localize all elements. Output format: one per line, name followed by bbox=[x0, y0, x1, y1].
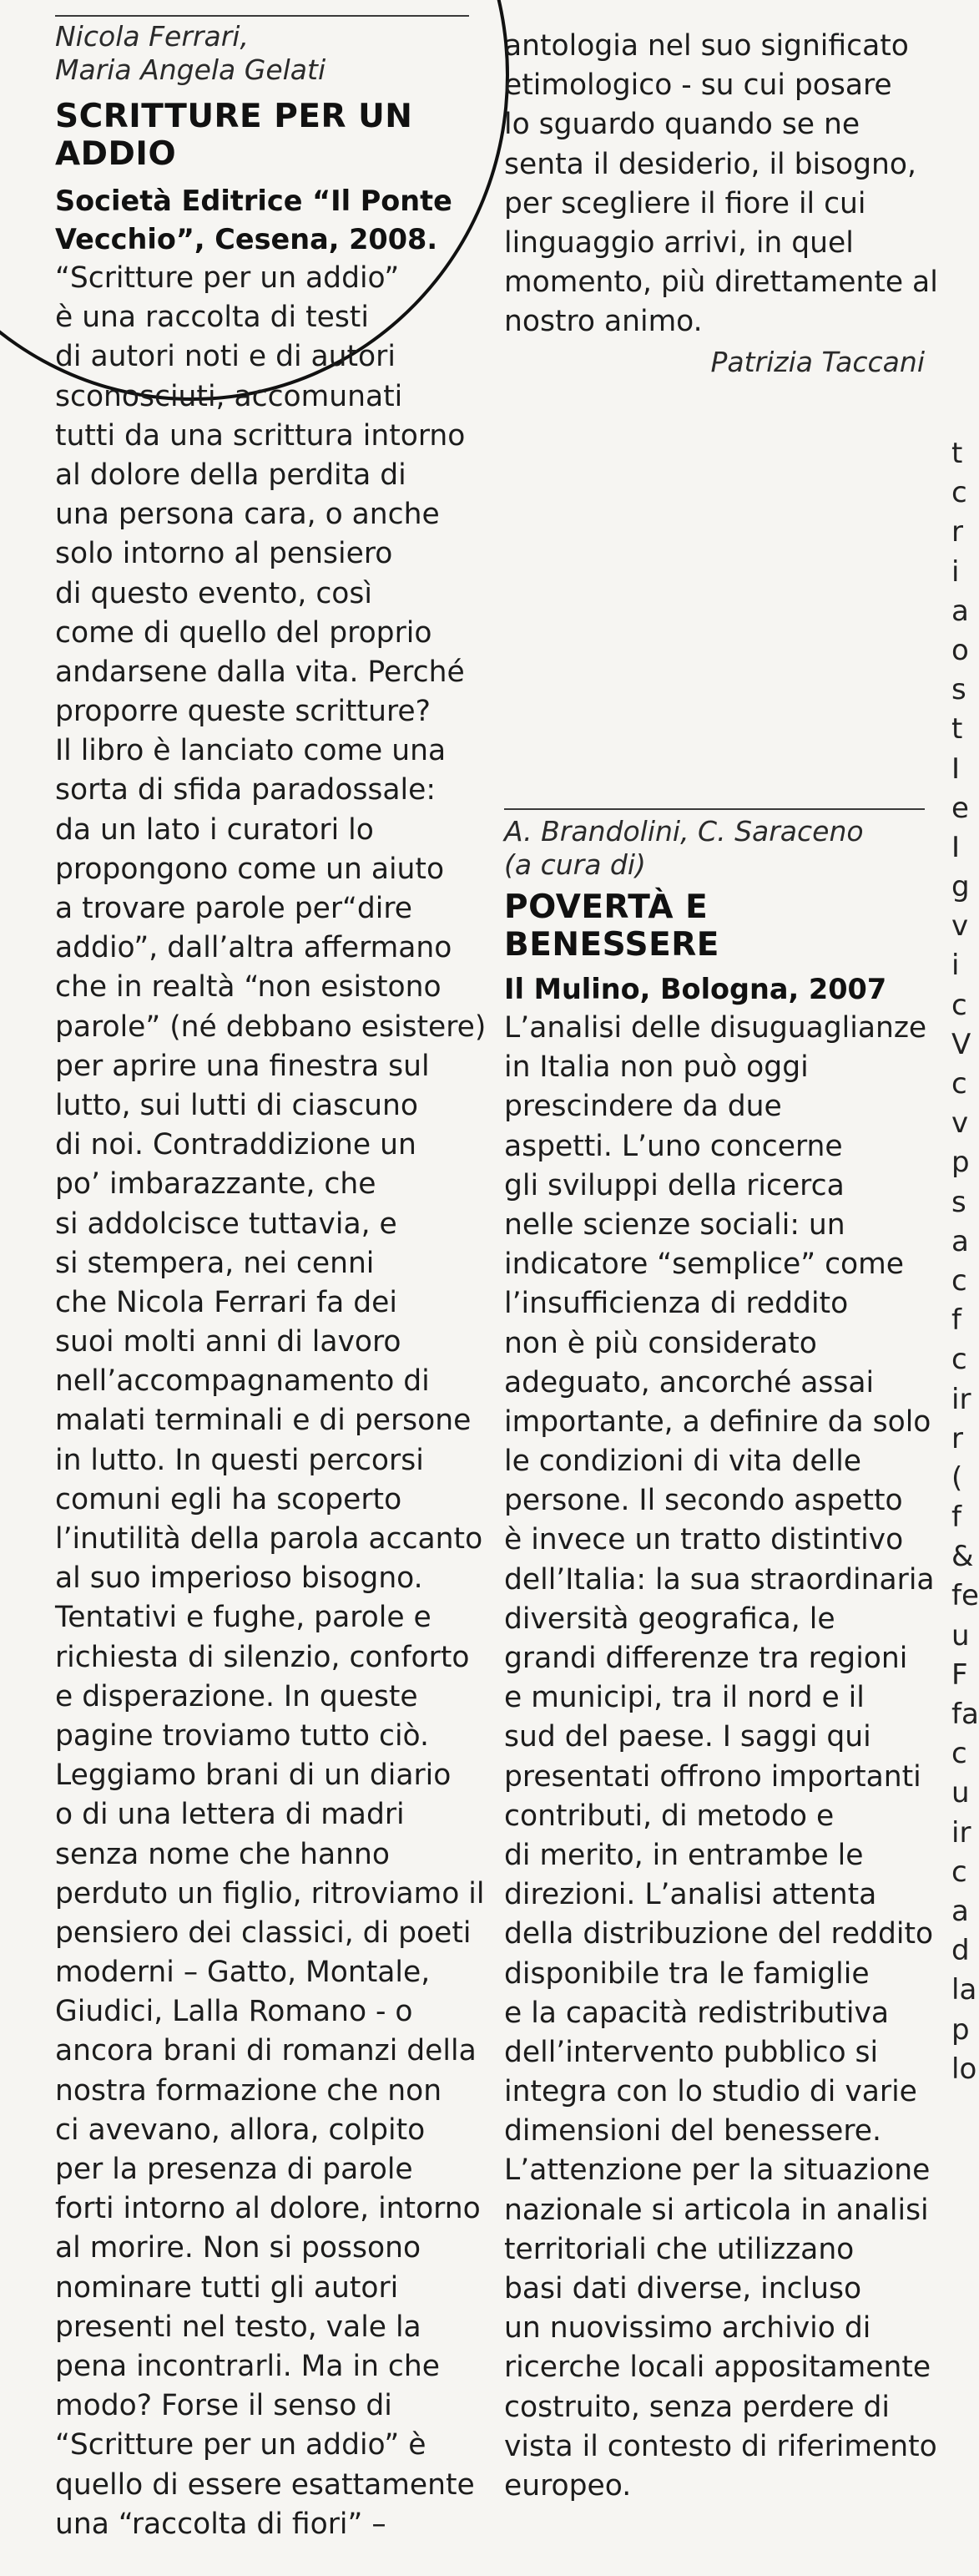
edge-fragment: c bbox=[951, 1855, 967, 1889]
body-line: al morire. Non si possono bbox=[55, 2231, 421, 2265]
edge-fragment: fe bbox=[951, 1579, 979, 1613]
body-line: importante, a definire da solo bbox=[504, 1404, 931, 1439]
body-line: prescindere da due bbox=[504, 1090, 782, 1124]
edge-fragment: & bbox=[951, 1540, 974, 1574]
edge-fragment: ( bbox=[951, 1460, 963, 1495]
edge-fragment: c bbox=[951, 1263, 967, 1298]
left-review-publisher bbox=[55, 182, 452, 259]
edge-fragment: t bbox=[951, 712, 963, 746]
body-line: non è più considerato bbox=[504, 1326, 817, 1360]
body-line: pagine troviamo tutto ciò. bbox=[55, 1718, 430, 1753]
edge-fragment: v bbox=[951, 909, 969, 944]
body-line: moderni – Gatto, Montale, bbox=[55, 1956, 431, 1990]
publisher-line: Società Editrice “Il Ponte bbox=[55, 185, 452, 217]
right-review-title bbox=[504, 888, 719, 964]
body-line: comuni egli ha scoperto bbox=[55, 1482, 402, 1516]
right-review-publisher bbox=[504, 970, 886, 1009]
body-line: pena incontrarli. Ma in che bbox=[55, 2349, 440, 2383]
author-line: Maria Angela Gelati bbox=[55, 53, 326, 86]
edge-fragment: p bbox=[951, 1146, 970, 1180]
body-line: basi dati diverse, incluso bbox=[504, 2272, 862, 2305]
body-line: e la capacità redistributiva bbox=[504, 1996, 890, 2030]
body-line: come di quello del proprio bbox=[55, 615, 432, 650]
publisher-line: Il Mulino, Bologna, 2007 bbox=[504, 973, 887, 1005]
body-line: contributi, di metodo e bbox=[504, 1799, 835, 1833]
right-review-authors bbox=[504, 815, 864, 882]
edge-fragment: g bbox=[951, 870, 970, 904]
body-line: presentati offrono importanti bbox=[504, 1759, 921, 1794]
body-line: della distribuzione del reddito bbox=[504, 1917, 934, 1951]
body-line: in Italia non può oggi bbox=[504, 1050, 809, 1085]
body-line: sorta di sfida paradossale: bbox=[55, 773, 436, 807]
body-line: costruito, senza perdere di bbox=[504, 2390, 890, 2424]
body-line: ancora brani di romanzi della bbox=[55, 2034, 477, 2068]
edge-fragment: s bbox=[951, 1185, 966, 1219]
body-line: le condizioni di vita delle bbox=[504, 1445, 862, 1479]
edge-fragment: la bbox=[951, 1973, 977, 2007]
body-line: richiesta di silenzio, conforto bbox=[55, 1640, 470, 1674]
right-continuation-body bbox=[504, 27, 938, 342]
edge-column-fragments bbox=[951, 434, 979, 2089]
edge-fragment: ir bbox=[951, 1382, 971, 1416]
edge-fragment: a bbox=[951, 1894, 969, 1928]
section-rule bbox=[504, 808, 925, 810]
body-line: sconosciuti, accomunati bbox=[55, 379, 403, 413]
body-line: europeo. bbox=[504, 2468, 632, 2503]
edge-fragment: e bbox=[951, 791, 969, 825]
body-line: dimensioni del benessere. bbox=[504, 2114, 881, 2148]
edge-fragment: a bbox=[951, 594, 969, 628]
edge-fragment: i bbox=[951, 554, 960, 589]
body-line: nostro animo. bbox=[504, 305, 703, 339]
body-line: è invece un tratto distintivo bbox=[504, 1523, 904, 1557]
body-line: che Nicola Ferrari fa dei bbox=[55, 1285, 397, 1319]
body-line: forti intorno al dolore, intorno bbox=[55, 2192, 481, 2226]
body-line: direzioni. L’analisi attenta bbox=[504, 1878, 877, 1912]
left-review-authors bbox=[55, 20, 325, 87]
title-line: BENESSERE bbox=[504, 926, 719, 964]
body-line: po’ imbarazzante, che bbox=[55, 1167, 376, 1202]
body-line: perduto un figlio, ritroviamo il bbox=[55, 1876, 485, 1910]
edge-fragment: c bbox=[951, 1343, 967, 1377]
edge-fragment: f bbox=[951, 1303, 961, 1338]
body-line: vista il contesto di riferimento bbox=[504, 2429, 937, 2463]
edge-fragment: I bbox=[951, 752, 961, 786]
body-line: una persona cara, o anche bbox=[55, 498, 440, 532]
body-line: ci avevano, allora, colpito bbox=[55, 2113, 426, 2147]
body-line: l’insufficienza di reddito bbox=[504, 1287, 849, 1321]
edge-fragment: d bbox=[951, 1934, 970, 1968]
body-line: “Scritture per un addio” bbox=[55, 261, 400, 295]
body-line: antologia nel suo significato bbox=[504, 29, 909, 63]
body-line: per la presenza di parole bbox=[55, 2153, 413, 2186]
publisher-line: Vecchio”, Cesena, 2008. bbox=[55, 223, 438, 256]
body-line: per scegliere il fiore il cui bbox=[504, 186, 866, 220]
body-line: per aprire una finestra sul bbox=[55, 1049, 430, 1083]
body-line: di autori noti e di autori bbox=[55, 340, 396, 374]
body-line: etimologico - su cui posare bbox=[504, 68, 892, 103]
edge-fragment: u bbox=[951, 1618, 970, 1652]
body-line: suoi molti anni di lavoro bbox=[55, 1325, 401, 1359]
edge-fragment: V bbox=[951, 1027, 971, 1061]
body-line: nazionale si articola in analisi bbox=[504, 2193, 929, 2227]
body-line: dell’intervento pubblico si bbox=[504, 2035, 879, 2069]
body-line: “Scritture per un addio” è bbox=[55, 2428, 426, 2462]
body-line: gli sviluppi della ricerca bbox=[504, 1168, 845, 1202]
body-line: è una raccolta di testi bbox=[55, 301, 369, 335]
edge-fragment: c bbox=[951, 476, 967, 510]
body-line: momento, più direttamente al bbox=[504, 266, 938, 300]
body-line: e disperazione. In queste bbox=[55, 1679, 418, 1713]
body-line: e municipi, tra il nord e il bbox=[504, 1681, 865, 1715]
edge-fragment: r bbox=[951, 515, 963, 549]
edge-fragment: t bbox=[951, 437, 963, 470]
left-review-body bbox=[55, 259, 486, 2544]
edge-fragment: s bbox=[951, 673, 966, 707]
body-line: un nuovissimo archivio di bbox=[504, 2311, 871, 2346]
body-line: malati terminali e di persone bbox=[55, 1404, 472, 1438]
body-line: al suo imperioso bisogno. bbox=[55, 1561, 423, 1596]
edge-fragment: a bbox=[951, 1224, 969, 1258]
body-line: senta il desiderio, il bisogno, bbox=[504, 147, 917, 181]
body-line: nominare tutti gli autori bbox=[55, 2270, 399, 2305]
edge-fragment: c bbox=[951, 1737, 967, 1771]
body-line: Il libro è lanciato come una bbox=[55, 734, 447, 768]
body-line: solo intorno al pensiero bbox=[55, 537, 393, 571]
body-line: indicatore “semplice” come bbox=[504, 1248, 904, 1282]
body-line: nostra formazione che non bbox=[55, 2073, 442, 2108]
edge-fragment: F bbox=[951, 1657, 968, 1692]
body-line: si addolcisce tuttavia, e bbox=[55, 1207, 397, 1241]
body-line: di questo evento, così bbox=[55, 576, 372, 610]
author-line: Nicola Ferrari, bbox=[55, 20, 249, 53]
body-line: ricerche locali appositamente bbox=[504, 2351, 931, 2385]
body-line: sud del paese. I saggi qui bbox=[504, 1720, 871, 1754]
body-line: quello di essere esattamente bbox=[55, 2467, 475, 2502]
body-line: addio”, dall’altra affermano bbox=[55, 931, 452, 965]
body-line: disponibile tra le famiglie bbox=[504, 1956, 870, 1991]
edge-fragment: i bbox=[951, 949, 960, 983]
title-line: ADDIO bbox=[55, 135, 177, 173]
edge-fragment: fa bbox=[951, 1698, 979, 1731]
body-line: di merito, in entrambe le bbox=[504, 1838, 864, 1872]
body-line: adeguato, ancorché assai bbox=[504, 1365, 875, 1399]
body-line: Giudici, Lalla Romano - o bbox=[55, 1995, 413, 2029]
edge-fragment: o bbox=[951, 633, 969, 667]
edge-fragment: f bbox=[951, 1501, 961, 1535]
edge-fragment: v bbox=[951, 1106, 969, 1141]
body-line: tutti da una scrittura intorno bbox=[55, 418, 466, 453]
body-line: aspetti. L’uno concerne bbox=[504, 1129, 843, 1163]
body-line: nell’accompagnamento di bbox=[55, 1364, 430, 1399]
body-line: persone. Il secondo aspetto bbox=[504, 1484, 903, 1518]
body-line: parole” (né debbano esistere) bbox=[55, 1010, 487, 1044]
body-line: diversità geografica, le bbox=[504, 1602, 835, 1636]
body-line: nelle scienze sociali: un bbox=[504, 1207, 845, 1242]
body-line: L’attenzione per la situazione bbox=[504, 2153, 931, 2188]
edge-fragment: c bbox=[951, 988, 967, 1022]
edge-fragment: I bbox=[951, 830, 961, 864]
body-line: presenti nel testo, vale la bbox=[55, 2310, 421, 2344]
body-line: in lutto. In questi percorsi bbox=[55, 1443, 424, 1477]
body-line: L’analisi delle disuguaglianze bbox=[504, 1011, 927, 1045]
edge-fragment: p bbox=[951, 2012, 970, 2047]
body-line: al dolore della perdita di bbox=[55, 458, 406, 492]
body-line: o di una lettera di madri bbox=[55, 1798, 405, 1832]
body-line: territoriali che utilizzano bbox=[504, 2232, 855, 2266]
body-line: andarsene dalla vita. Perché bbox=[55, 655, 465, 689]
author-line: A. Brandolini, C. Saraceno bbox=[504, 815, 864, 848]
review-signature: Patrizia Taccani bbox=[710, 346, 925, 378]
edge-fragment: lo bbox=[951, 2052, 977, 2086]
body-line: Tentativi e fughe, parole e bbox=[55, 1601, 431, 1635]
body-line: l’inutilità della parola accanto bbox=[55, 1522, 483, 1556]
body-line: da un lato i curatori lo bbox=[55, 812, 374, 847]
body-line: proporre queste scritture? bbox=[55, 695, 431, 729]
body-line: modo? Forse il senso di bbox=[55, 2389, 392, 2423]
left-review-title bbox=[55, 98, 412, 173]
body-line: si stempera, nei cenni bbox=[55, 1246, 375, 1280]
body-line: linguaggio arrivi, in quel bbox=[504, 225, 854, 260]
body-line: che in realtà “non esistono bbox=[55, 970, 442, 1005]
body-line: dell’Italia: la sua straordinaria bbox=[504, 1562, 935, 1597]
right-review-body bbox=[504, 1009, 937, 2506]
edge-fragment: c bbox=[951, 1067, 967, 1101]
body-line: propongono come un aiuto bbox=[55, 852, 445, 886]
body-line: lutto, sui lutti di ciascuno bbox=[55, 1088, 418, 1122]
body-line: pensiero dei classici, di poeti bbox=[55, 1916, 472, 1950]
body-line: una “raccolta di fiori” – bbox=[55, 2507, 386, 2541]
title-line: SCRITTURE PER UN bbox=[55, 98, 413, 135]
title-line: POVERTÀ E bbox=[504, 888, 709, 926]
body-line: lo sguardo quando se ne bbox=[504, 108, 860, 142]
body-line: a trovare parole per“dire bbox=[55, 892, 413, 925]
edge-fragment: r bbox=[951, 1421, 963, 1455]
body-line: integra con lo studio di varie bbox=[504, 2075, 917, 2109]
author-line: (a cura di) bbox=[504, 848, 646, 881]
body-line: di noi. Contraddizione un bbox=[55, 1128, 416, 1162]
body-line: grandi differenze tra regioni bbox=[504, 1642, 908, 1675]
body-line: Leggiamo brani di un diario bbox=[55, 1759, 452, 1793]
edge-fragment: u bbox=[951, 1776, 970, 1810]
body-line: senza nome che hanno bbox=[55, 1837, 390, 1871]
edge-fragment: ir bbox=[951, 1815, 971, 1850]
